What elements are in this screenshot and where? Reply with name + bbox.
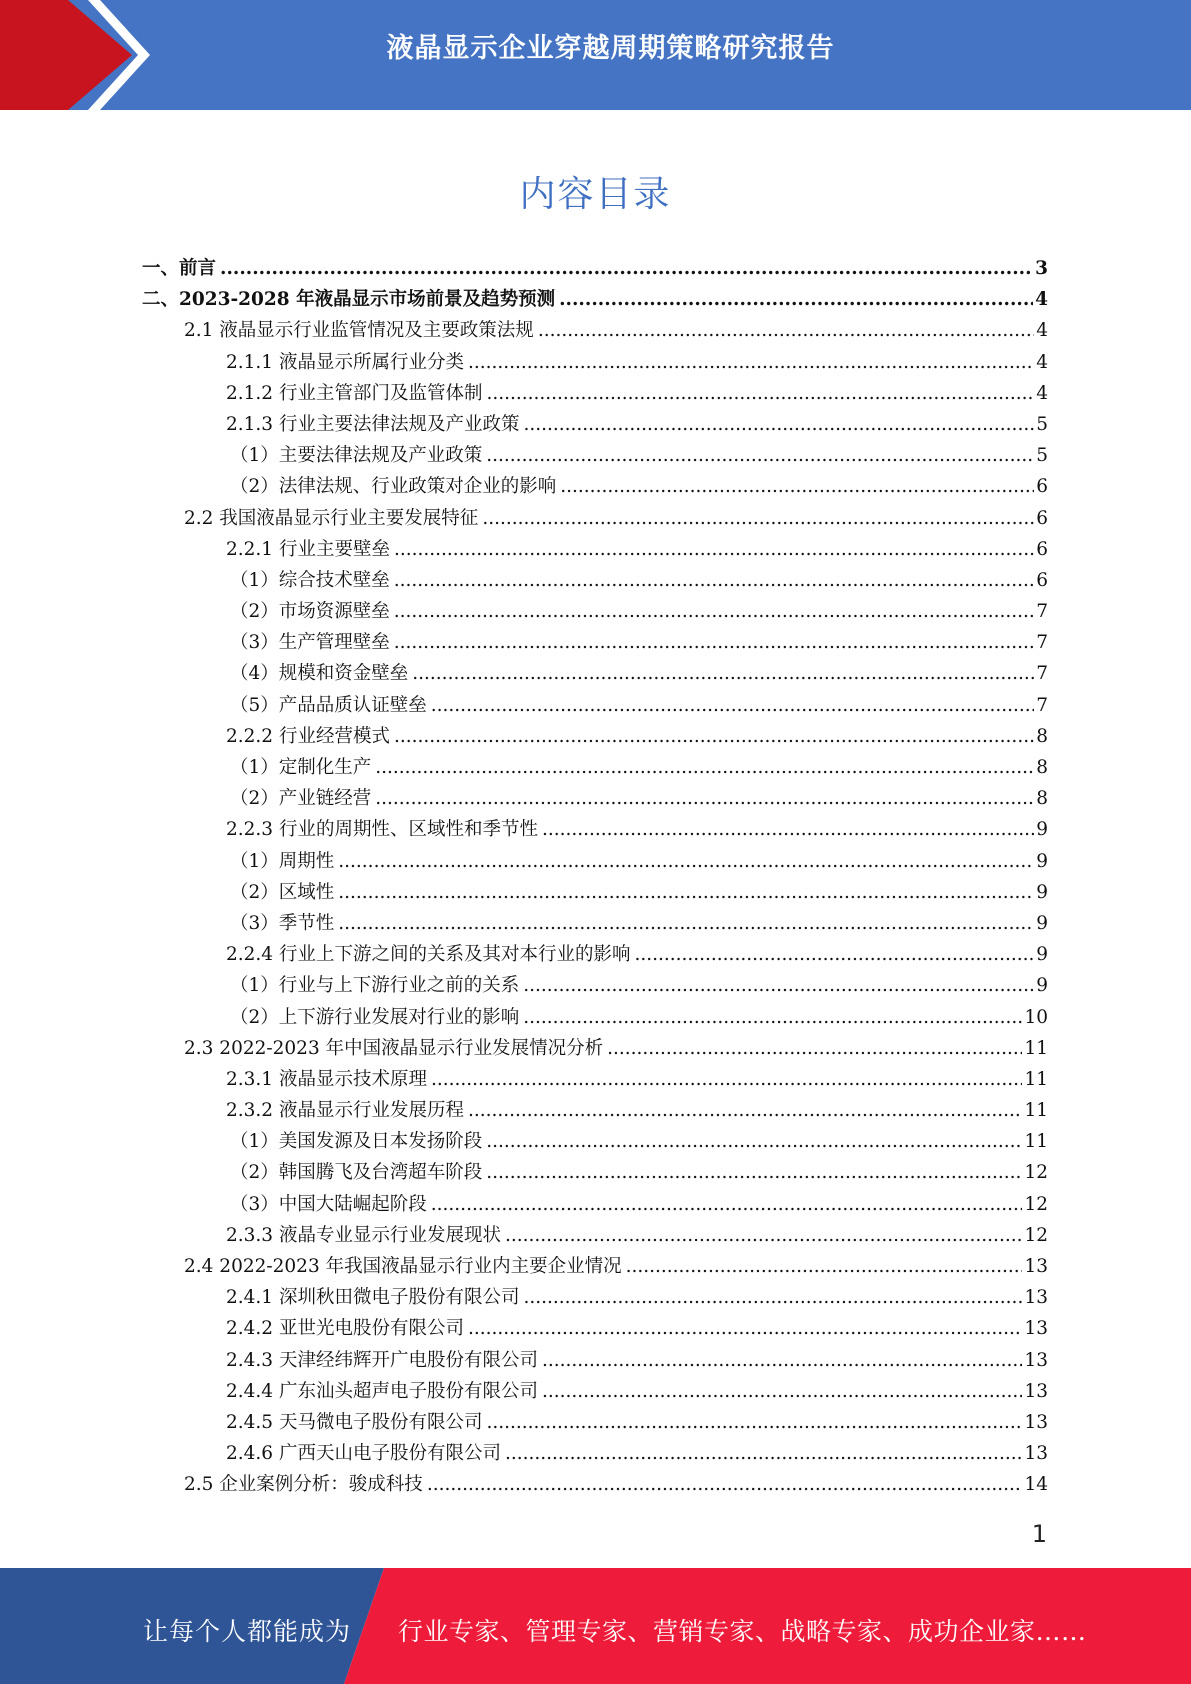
toc-entry-page: 6	[1036, 507, 1048, 529]
toc-entry[interactable]	[142, 1002, 1048, 1033]
toc-dot-leader	[607, 1033, 1022, 1064]
toc-entry[interactable]	[142, 409, 1048, 440]
toc-entry-page: 13	[1024, 1287, 1048, 1309]
toc-entry[interactable]	[142, 877, 1048, 908]
toc-dot-leader	[412, 658, 1034, 689]
toc-entry-title: （1）行业与上下游行业之前的关系	[230, 975, 520, 997]
toc-dot-leader	[486, 1126, 1022, 1157]
toc-dot-leader	[427, 1469, 1023, 1500]
toc-dot-leader	[375, 783, 1034, 814]
toc-entry-page: 4	[1036, 351, 1048, 373]
toc-entry-title: 2.3.3 液晶专业显示行业发展现状	[226, 1224, 501, 1246]
toc-entry-title: 2.4.2 亚世光电股份有限公司	[226, 1318, 464, 1340]
toc-entry[interactable]	[142, 1407, 1048, 1438]
toc-entry-title: （1）美国发源及日本发扬阶段	[230, 1131, 483, 1153]
toc-entry-page: 4	[1036, 320, 1048, 342]
toc-dot-leader	[431, 1189, 1023, 1220]
toc-entry[interactable]	[142, 752, 1048, 783]
toc-entry-page: 8	[1036, 757, 1048, 778]
toc-entry-page: 12	[1024, 1224, 1048, 1246]
toc-entry-title: 2.1.1 液晶显示所属行业分类	[226, 351, 464, 373]
toc-entry[interactable]	[142, 440, 1048, 471]
toc-dot-leader	[375, 752, 1034, 783]
toc-entry-title: （3）生产管理壁垒	[230, 632, 390, 654]
toc-dot-leader	[523, 1282, 1022, 1313]
footer-band	[0, 1568, 1191, 1684]
toc-entry-page: 13	[1024, 1318, 1048, 1340]
toc-entry-title: 2.3.1 液晶显示技术原理	[226, 1068, 427, 1090]
toc-dot-leader	[634, 939, 1034, 970]
toc-entry[interactable]	[142, 939, 1048, 970]
toc-entry[interactable]	[142, 471, 1048, 502]
toc-entry-page: 10	[1024, 1006, 1048, 1028]
toc-entry-title: 2.4.4 广东汕头超声电子股份有限公司	[226, 1380, 538, 1402]
toc-entry-title: 2.3.2 液晶显示行业发展历程	[226, 1100, 464, 1122]
toc-dot-leader	[431, 690, 1034, 721]
toc-entry-page: 13	[1024, 1443, 1048, 1465]
toc-entry[interactable]	[142, 970, 1048, 1001]
toc-entry-title: （3）中国大陆崛起阶段	[230, 1193, 427, 1215]
toc-entry-title: 二、2023-2028 年液晶显示市场前景及趋势预测	[142, 289, 556, 311]
toc-entry[interactable]	[142, 534, 1048, 565]
toc-entry-page: 11	[1024, 1037, 1048, 1059]
toc-entry[interactable]	[142, 1095, 1048, 1126]
toc-entry-title: 2.2.2 行业经营模式	[226, 725, 390, 747]
toc-entry[interactable]	[142, 347, 1048, 378]
toc-entry-page: 4	[1036, 382, 1048, 404]
toc-entry-title: （2）上下游行业发展对行业的影响	[230, 1006, 520, 1028]
footer-slogan-left: 让每个人都能成为	[143, 1617, 352, 1646]
toc-entry-page: 12	[1024, 1193, 1048, 1215]
toc-entry[interactable]	[142, 565, 1048, 596]
toc-entry-page: 3	[1035, 258, 1048, 279]
toc-dot-leader	[559, 284, 1033, 315]
toc-entry[interactable]	[142, 1282, 1048, 1313]
toc-entry-title: 2.1.3 行业主要法律法规及产业政策	[226, 413, 520, 435]
toc-entry-page: 13	[1024, 1380, 1048, 1402]
toc-entry-page: 6	[1036, 569, 1048, 591]
toc-entry[interactable]	[142, 690, 1048, 721]
toc-dot-leader	[486, 440, 1034, 471]
toc-entry[interactable]	[142, 1251, 1048, 1282]
toc-entry-title: （4）规模和资金壁垒	[230, 663, 409, 685]
toc-dot-leader	[394, 627, 1034, 658]
report-title: 液晶显示企业穿越周期策略研究报告	[386, 33, 835, 64]
toc-entry[interactable]	[142, 846, 1048, 877]
toc-entry-title: （1）周期性	[230, 850, 335, 872]
toc-dot-leader	[394, 721, 1034, 752]
toc-entry-page: 9	[1036, 944, 1048, 966]
toc-entry-title: （2）法律法规、行业政策对企业的影响	[230, 476, 557, 498]
toc-entry-title: 2.4.6 广西天山电子股份有限公司	[226, 1443, 501, 1465]
toc-entry-title: （3）季节性	[230, 912, 335, 934]
toc-entry-page: 14	[1024, 1474, 1048, 1496]
toc-dot-leader	[626, 1251, 1023, 1282]
table-of-contents	[142, 253, 1048, 1501]
toc-dot-leader	[394, 565, 1034, 596]
toc-entry[interactable]	[142, 627, 1048, 658]
toc-dot-leader	[542, 1376, 1022, 1407]
toc-entry[interactable]	[142, 1220, 1048, 1251]
toc-entry-title: 2.2.3 行业的周期性、区域性和季节性	[226, 819, 538, 841]
toc-entry-page: 11	[1024, 1100, 1048, 1122]
toc-entry-page: 7	[1036, 601, 1048, 623]
toc-dot-leader	[394, 534, 1034, 565]
toc-entry-title: （2）韩国腾飞及台湾超车阶段	[230, 1162, 483, 1184]
toc-entry[interactable]	[142, 783, 1048, 814]
toc-entry-title: 2.4.5 天马微电子股份有限公司	[226, 1411, 483, 1433]
toc-dot-leader	[338, 877, 1034, 908]
toc-entry[interactable]	[142, 1126, 1048, 1157]
toc-entry-title: 一、前言	[142, 258, 217, 279]
toc-entry-page: 5	[1036, 413, 1048, 435]
toc-entry[interactable]	[142, 1157, 1048, 1188]
toc-dot-leader	[482, 503, 1034, 534]
toc-entry-page: 11	[1024, 1131, 1048, 1153]
toc-dot-leader	[505, 1220, 1022, 1251]
toc-entry-title: 2.1.2 行业主管部门及监管体制	[226, 382, 483, 404]
toc-entry-title: 2.1 液晶显示行业监管情况及主要政策法规	[184, 320, 534, 342]
toc-entry-title: （1）综合技术壁垒	[230, 569, 390, 591]
toc-entry-page: 8	[1036, 788, 1048, 810]
toc-entry-title: （2）区域性	[230, 881, 335, 903]
toc-dot-leader	[486, 1157, 1022, 1188]
page-number: 1	[1031, 1520, 1047, 1548]
toc-dot-leader	[338, 846, 1034, 877]
toc-entry-title: 2.2 我国液晶显示行业主要发展特征	[184, 507, 479, 529]
toc-entry[interactable]	[142, 658, 1048, 689]
toc-entry-title: 2.2.4 行业上下游之间的关系及其对本行业的影响	[226, 944, 631, 966]
toc-entry[interactable]	[142, 503, 1048, 534]
toc-entry[interactable]	[142, 315, 1048, 346]
toc-dot-leader	[486, 1407, 1022, 1438]
toc-entry-title: （1）定制化生产	[230, 757, 372, 778]
toc-entry-title: （2）产业链经营	[230, 788, 372, 810]
header-band	[0, 0, 1191, 110]
toc-entry[interactable]	[142, 1033, 1048, 1064]
toc-entry-page: 7	[1036, 694, 1048, 716]
toc-entry[interactable]	[142, 1438, 1048, 1469]
toc-entry-page: 9	[1036, 975, 1048, 997]
toc-dot-leader	[542, 1345, 1022, 1376]
toc-dot-leader	[538, 315, 1034, 346]
toc-entry[interactable]	[142, 721, 1048, 752]
toc-entry-page: 13	[1024, 1411, 1048, 1433]
toc-dot-leader	[486, 378, 1034, 409]
toc-entry[interactable]	[142, 1064, 1048, 1095]
toc-entry-page: 7	[1036, 632, 1048, 654]
toc-entry-page: 8	[1036, 725, 1048, 747]
toc-entry[interactable]	[142, 908, 1048, 939]
toc-entry-page: 9	[1036, 850, 1048, 872]
toc-entry-page: 9	[1036, 881, 1048, 903]
toc-entry-page: 6	[1036, 538, 1048, 560]
toc-entry-title: （2）市场资源壁垒	[230, 601, 390, 623]
toc-entry-title: 2.5 企业案例分析：骏成科技	[184, 1474, 423, 1496]
toc-entry-title: 2.4 2022-2023 年我国液晶显示行业内主要企业情况	[184, 1256, 622, 1277]
toc-entry[interactable]	[142, 1313, 1048, 1344]
toc-entry-page: 6	[1036, 476, 1048, 498]
toc-entry[interactable]	[142, 1376, 1048, 1407]
toc-entry-title: 2.2.1 行业主要壁垒	[226, 538, 390, 560]
toc-entry-page: 4	[1035, 289, 1048, 311]
toc-entry[interactable]	[142, 284, 1048, 315]
toc-entry-page: 13	[1024, 1349, 1048, 1371]
toc-dot-leader	[394, 596, 1034, 627]
toc-entry-page: 9	[1036, 819, 1048, 841]
toc-entry-page: 9	[1036, 912, 1048, 934]
toc-entry-page: 5	[1036, 445, 1048, 467]
toc-dot-leader	[468, 1313, 1022, 1344]
toc-entry-title: （1）主要法律法规及产业政策	[230, 445, 483, 467]
toc-entry-page: 12	[1024, 1162, 1048, 1184]
toc-entry-page: 11	[1024, 1068, 1048, 1090]
toc-entry-page: 13	[1024, 1256, 1048, 1277]
toc-entry[interactable]	[142, 1469, 1048, 1500]
toc-entry[interactable]	[142, 378, 1048, 409]
toc-dot-leader	[523, 409, 1034, 440]
toc-entry[interactable]	[142, 253, 1048, 284]
toc-entry-title: 2.4.3 天津经纬辉开广电股份有限公司	[226, 1349, 538, 1371]
toc-entry[interactable]	[142, 814, 1048, 845]
toc-dot-leader	[468, 347, 1034, 378]
toc-dot-leader	[523, 970, 1034, 1001]
toc-entry-title: 2.4.1 深圳秋田微电子股份有限公司	[226, 1287, 520, 1309]
toc-dot-leader	[505, 1438, 1022, 1469]
toc-dot-leader	[560, 471, 1034, 502]
toc-entry[interactable]	[142, 1189, 1048, 1220]
footer-slogan-right: 行业专家、管理专家、营销专家、战略专家、成功企业家……	[398, 1617, 1087, 1646]
toc-dot-leader	[523, 1002, 1022, 1033]
toc-entry-title: （5）产品品质认证壁垒	[230, 694, 427, 716]
toc-heading: 内容目录	[519, 174, 672, 215]
toc-dot-leader	[468, 1095, 1022, 1126]
toc-dot-leader	[542, 814, 1034, 845]
toc-entry[interactable]	[142, 596, 1048, 627]
toc-entry-page: 7	[1036, 663, 1048, 685]
toc-entry[interactable]	[142, 1345, 1048, 1376]
toc-dot-leader	[338, 908, 1034, 939]
toc-dot-leader	[220, 253, 1033, 284]
toc-entry-title: 2.3 2022-2023 年中国液晶显示行业发展情况分析	[184, 1037, 604, 1059]
toc-dot-leader	[431, 1064, 1022, 1095]
